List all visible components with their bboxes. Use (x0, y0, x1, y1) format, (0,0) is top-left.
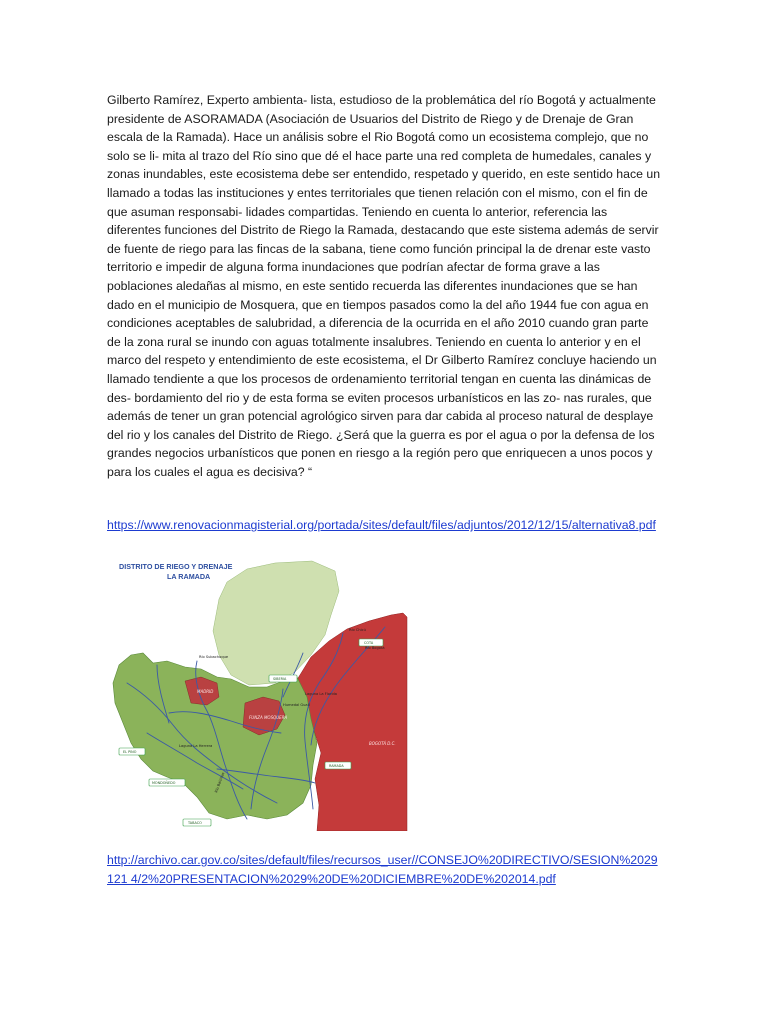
station-siberia (269, 675, 297, 682)
station-label-ramada: RAMADA (329, 764, 344, 768)
station-tabaco (183, 819, 211, 826)
map-title-line2: LA RAMADA (167, 572, 211, 581)
station-ramada (325, 762, 351, 769)
label-laguna-herrera: Laguna La Herrera (179, 744, 213, 748)
station-mondonedo (149, 779, 185, 786)
map-title-line1: DISTRITO DE RIEGO Y DRENAJE (119, 562, 233, 571)
station-label-mondonedo: MONDOÑEDO (152, 781, 176, 785)
label-funza-mosquera: FUNZA MOSQUERA (249, 715, 288, 720)
source-link-car[interactable]: http://archivo.car.gov.co/sites/default/files/recursos_user//CONSEJO%20DIRECTIVO/SESION%2029121 4/2%20PRESENTACION%2029%20DE%20DICIEMBRE%20DE%202014.pdf (107, 853, 658, 886)
label-rio-bogota: Río Bogotá (365, 646, 385, 650)
station-label-siberia: SIBERIA (273, 677, 287, 681)
label-rio-chicu: Río Chicú (349, 628, 366, 632)
station-label-el-pino: EL PINO (123, 750, 137, 754)
source-link-renovacion[interactable]: https://www.renovacionmagisterial.org/portada/sites/default/files/adjuntos/2012/12/15/alternativa8.pdf (107, 518, 656, 532)
label-rio-subachoque: Río Subachoque (199, 655, 229, 659)
label-madrid: MADRID (197, 689, 214, 694)
station-label-cota: COTA (364, 641, 374, 645)
label-humedal-guali: Humedal Gualí (283, 703, 310, 707)
label-bogota-dc: BOGOTÁ D.C. (369, 741, 396, 746)
station-cota (359, 639, 383, 646)
label-rio-balsillas: Río Balsillas (214, 771, 226, 794)
station-el-pino (119, 748, 145, 755)
station-label-tabaco: TABACO (188, 821, 202, 825)
label-laguna-florida: Laguna La Florida (305, 692, 337, 696)
irrigation-district-map (107, 557, 412, 831)
article-paragraph: Gilberto Ramírez, Experto ambienta- lista, estudioso de la problemática del río Bogotá y actualmente presidente de ASORAMADA (Asociación de Usuarios del Distrito de Riego y de Drenaje de Gran escala de la Ramada). Hace un análisis sobre el Rio Bogotá como un ecosistema complejo, que no solo se li- mita al trazo del Río sino que dé el hace parte una red completa de humedales, canales y zonas inundables, este ecosistema debe ser entendido, respetado y querido, en este sentido hace un llamado a todas las instituciones y entes territoriales que tienen relación con el mismo, con el fin de que asuman responsabi- lidades compartidas. Teniendo en cuenta lo anterior, referencia las diferentes funciones del Distrito de Riego la Ramada, destacando que este sistema además de servir de fuente de riego para las fincas de la sabana, tiene como función principal la de drenar este vasto territorio e impedir de alguna forma inundaciones que podrían afectar de forma grave a las poblaciones aledañas al mismo, en este sentido recuerda las diferentes inundaciones que se han dado en el municipio de Mosquera, que en tiempos pasados como la del año 1944 fue con agua en condiciones aceptables de salubridad, a diferencia de la ocurrida en el año 2010 cuando gran parte de la zona rural se inundo con aguas totalmente insalubres. Teniendo en cuenta lo anterior y en el marco del respeto y entendimiento de este ecosistema, el Dr Gilberto Ramírez concluye haciendo un llamado tendiente a que los procesos de ordenamiento territorial tengan en cuenta las dinámicas de des- bordamiento del rio y de esta forma se eviten procesos urbanísticos en las zo- nas rurales, que además de tener un gran potencial agrológico sirven para dar cabida al proceso natural de desplaye del rio y los canales del Distrito de Riego. ¿Será que la guerra es por el agua o por la defensa de los grandes negocios urbanísticos que ponen en riesgo a la región pero que enriquecen a unos pocos y para los cuales el agua es decisiva? “ (107, 93, 661, 479)
